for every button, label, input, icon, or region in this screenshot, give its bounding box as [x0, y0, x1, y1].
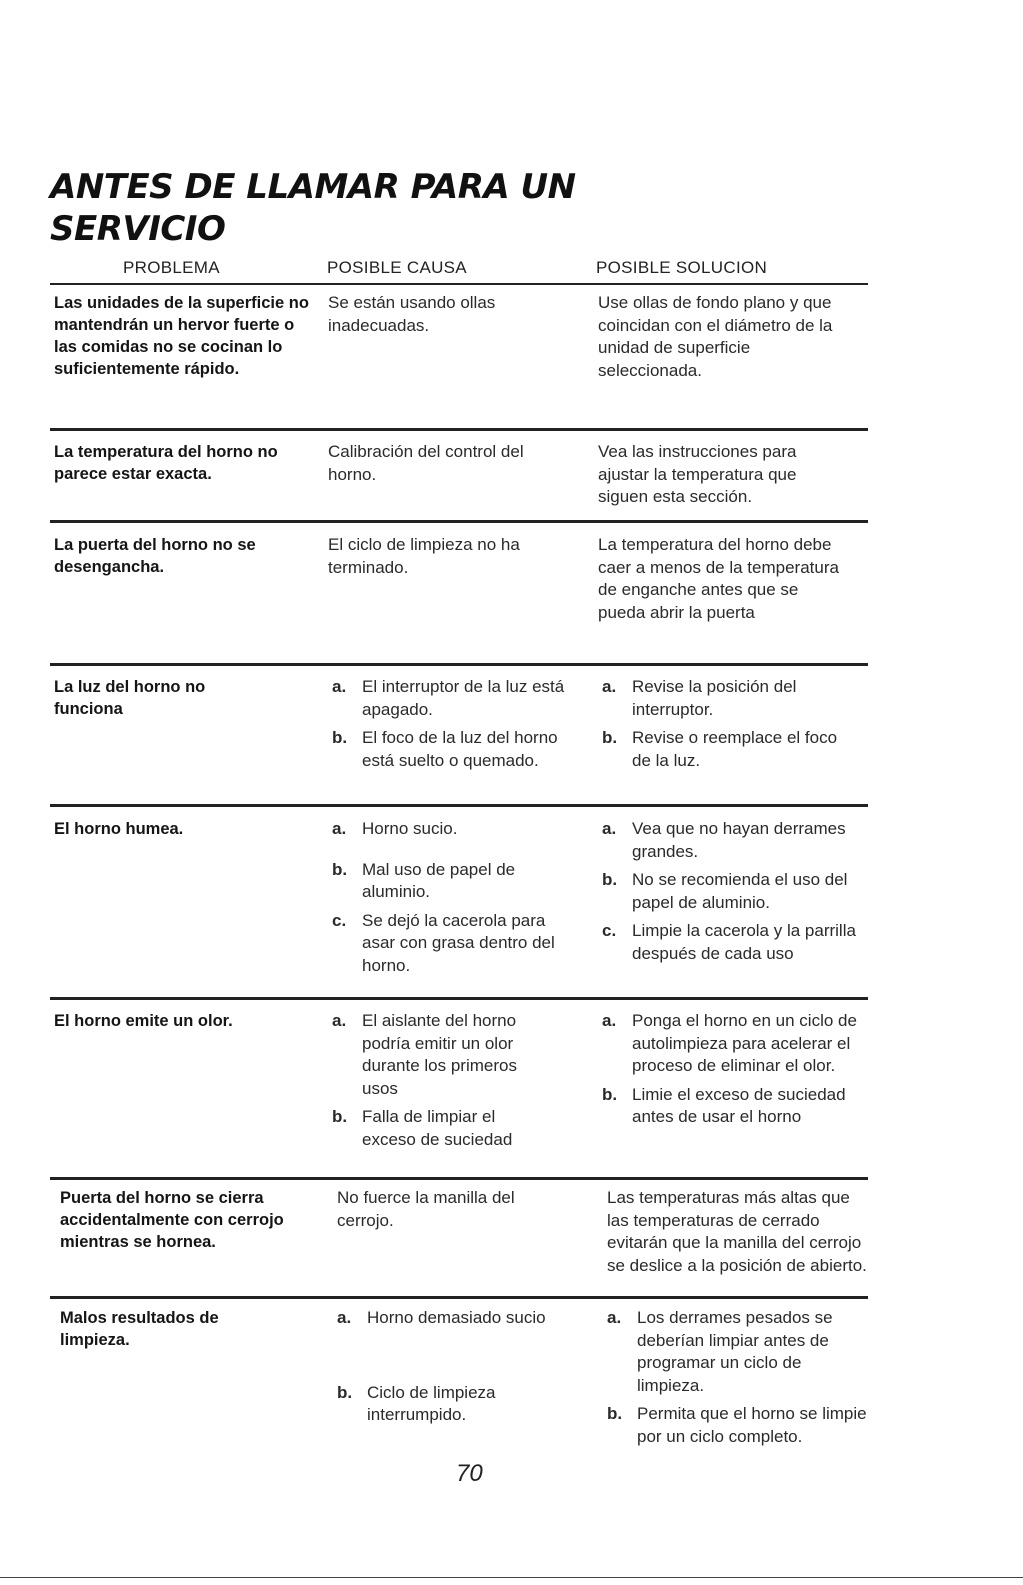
cause-item [337, 1307, 557, 1330]
solution-list [602, 676, 847, 778]
item-letter: b. [602, 870, 618, 889]
cause-item [332, 859, 572, 904]
item-text: El foco de la luz del horno está suelto o quemado. [362, 728, 558, 770]
row-divider [50, 663, 868, 666]
item-text: Permita que el horno se limpie por un ciclo completo. [637, 1404, 867, 1446]
title-line-1: ANTES DE LLAMAR PARA UN [50, 167, 576, 207]
problem-text: La puerta del horno no se desengancha. [54, 536, 256, 576]
item-text: Limpie la cacerola y la parrilla después de cada uso [632, 921, 856, 963]
solution-item [602, 869, 860, 914]
item-text: Limie el exceso de suciedad antes de usar el horno [632, 1084, 846, 1126]
item-text: El aislante del horno podría emitir un olor durante los primeros usos [362, 1011, 517, 1098]
cause-list [337, 1307, 557, 1433]
solution-text: Use ollas de fondo plano y que coincidan con el diámetro de la unidad de superficie seleccionada. [598, 293, 833, 380]
solution-item [607, 1403, 869, 1448]
problem-text: El horno emite un olor. [54, 1012, 233, 1030]
row-divider [50, 804, 868, 807]
item-text: Horno sucio. [362, 819, 458, 838]
row-divider [50, 997, 868, 1000]
item-text: Mal uso de papel de aluminio. [362, 859, 516, 901]
item-text: El interruptor de la luz está apagado. [362, 677, 565, 719]
solution-item [602, 1084, 870, 1129]
item-letter: a. [607, 1308, 622, 1327]
item-text: Falla de limpiar el exceso de suciedad [362, 1107, 513, 1149]
cause-item [332, 1010, 552, 1100]
solution-item [602, 1010, 870, 1078]
item-letter: b. [332, 728, 348, 747]
row-divider [50, 520, 868, 523]
item-text: Revise la posición del interruptor. [632, 677, 797, 719]
cause-text: Se están usando ollas inadecuadas. [328, 293, 496, 335]
cause-list [332, 818, 572, 983]
cause-text: No fuerce la manilla del cerrojo. [337, 1188, 515, 1230]
problem-text: La temperatura del horno no parece estar exacta. [54, 443, 278, 483]
item-letter: a. [602, 677, 617, 696]
item-text: Los derrames pesados se deberían limpiar antes de programar un ciclo de limpieza. [637, 1308, 833, 1395]
item-letter: a. [332, 819, 347, 838]
cause-text: El ciclo de limpieza no ha terminado. [328, 535, 520, 577]
solution-item [602, 727, 847, 772]
bottom-edge-line [0, 1577, 1023, 1578]
cause-list [332, 1010, 552, 1157]
item-letter: a. [337, 1308, 352, 1327]
problem-text: El horno humea. [54, 820, 184, 838]
page-title [50, 166, 576, 250]
solution-item [602, 920, 860, 965]
item-text: Ponga el horno en un ciclo de autolimpieza para acelerar el proceso de eliminar el olor. [632, 1011, 857, 1075]
cause-list [332, 676, 572, 778]
item-text: Horno demasiado sucio [367, 1308, 546, 1327]
solution-list [607, 1307, 869, 1454]
page-number: 70 [456, 1460, 483, 1487]
item-letter: b. [602, 728, 618, 747]
item-letter: b. [332, 1107, 348, 1126]
header-rule [50, 283, 868, 285]
item-letter: b. [602, 1084, 618, 1104]
item-text: Se dejó la cacerola para asar con grasa dentro del horno. [362, 910, 555, 975]
item-text: Ciclo de limpieza interrumpido. [367, 1382, 496, 1424]
solution-text: La temperatura del horno debe caer a menos de la temperatura de enganche antes que se pueda abrir la puerta [598, 535, 839, 622]
solution-list [602, 1010, 870, 1135]
cause-item [332, 1106, 552, 1151]
item-letter: a. [332, 1011, 347, 1030]
row-divider [50, 1177, 868, 1180]
solution-text: Las temperaturas más altas que las temperaturas de cerrado evitarán que la manilla del cerrojo se deslice a la posición de abierto. [607, 1188, 867, 1275]
header-problem: PROBLEMA [123, 258, 220, 277]
header-cause: POSIBLE CAUSA [327, 258, 467, 277]
problem-text: Las unidades de la superficie no mantendrán un hervor fuerte o las comidas no se cocinan lo suficientemente rápido. [54, 294, 309, 378]
item-letter: b. [337, 1382, 353, 1402]
item-text: Revise o reemplace el foco de la luz. [632, 728, 838, 770]
cause-item [332, 818, 572, 841]
solution-list [602, 818, 860, 971]
item-text: No se recomienda el uso del papel de aluminio. [632, 870, 848, 912]
cause-item [332, 676, 572, 721]
cause-item [332, 727, 572, 772]
header-solution: POSIBLE SOLUCION [596, 258, 768, 277]
problem-text: Malos resultados de limpieza. [60, 1309, 219, 1349]
problem-text: Puerta del horno se cierra accidentalmente con cerrojo mientras se hornea. [60, 1189, 284, 1251]
problem-text: La luz del horno no funciona [54, 678, 206, 718]
cause-item [337, 1382, 557, 1427]
item-letter: a. [602, 1011, 617, 1030]
solution-item [607, 1307, 869, 1397]
solution-text: Vea las instrucciones para ajustar la temperatura que siguen esta sección. [598, 442, 797, 506]
item-text: Vea que no hayan derrames grandes. [632, 819, 846, 861]
item-letter: a. [602, 819, 617, 838]
cause-text: Calibración del control del horno. [328, 442, 524, 484]
row-divider [50, 1296, 868, 1299]
item-letter: a. [332, 677, 347, 696]
item-letter: b. [607, 1404, 623, 1423]
row-divider [50, 428, 868, 431]
cause-item [332, 910, 572, 978]
item-letter: c. [332, 910, 347, 930]
title-line-2: SERVICIO [50, 209, 226, 249]
item-letter: c. [602, 921, 617, 940]
item-letter: b. [332, 859, 348, 879]
solution-item [602, 818, 860, 863]
solution-item [602, 676, 847, 721]
